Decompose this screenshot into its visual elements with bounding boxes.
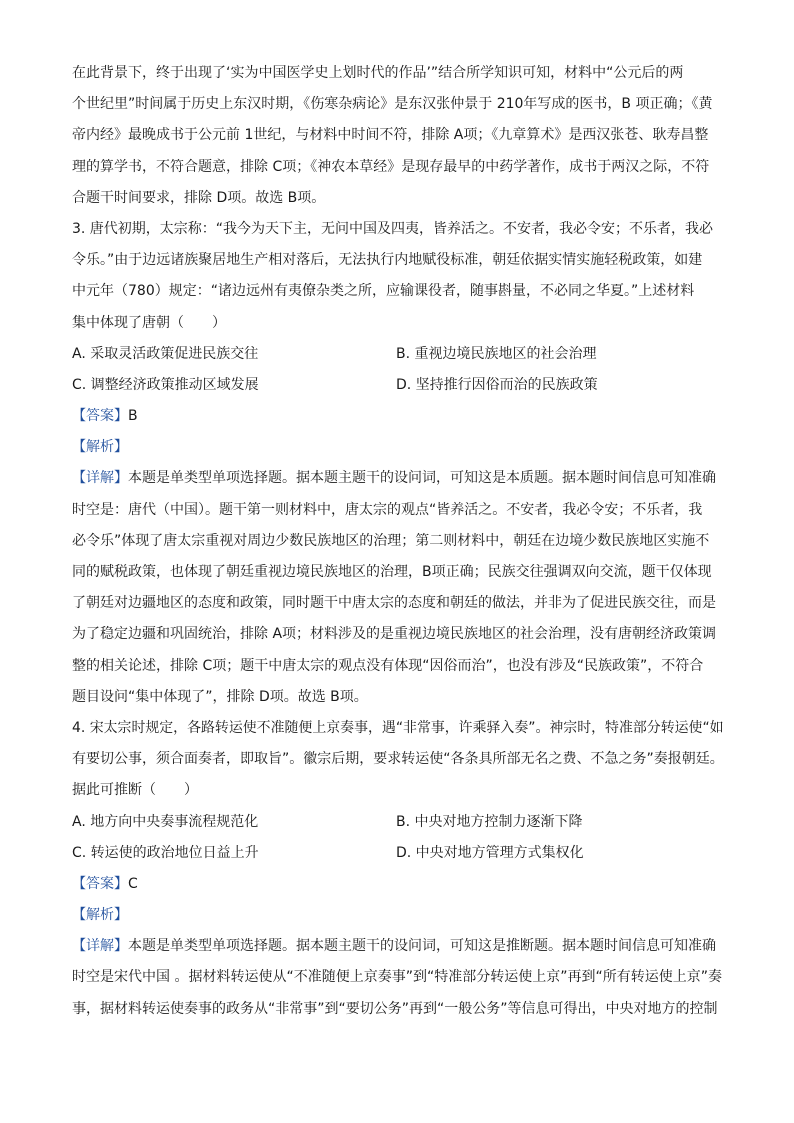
answer-value: C	[128, 875, 138, 892]
q2-text-line: 理的算学书，不符合题意，排除 C项；《神农本草经》是现存最早的中药学著作，成书于两汉之际，不符	[72, 158, 710, 175]
q3-detail-line: 为了稳定边疆和巩固统治，排除 A项；材料涉及的是重视边境民族地区的社会治理，没有唐朝经济政策调	[72, 626, 717, 643]
q3-options-row	[72, 370, 724, 401]
q4-options-row	[72, 838, 724, 869]
q4-option-d: D. 中央对地方管理方式集权化	[396, 844, 584, 861]
answer-value: B	[128, 408, 138, 425]
q3-stem-line: 3. 唐代初期，太宗称：“我今为天下主，无问中国及四夷，皆养活之。不安者，我必令安；不乐者，我必	[72, 220, 714, 237]
q3-detail-line: 必令乐”体现了唐太宗重视对周边少数民族地区的治理；第二则材料中，朝廷在边境少数民族地区实施不	[72, 532, 710, 549]
document-page	[72, 58, 724, 1025]
detail-label: 【详解】	[72, 938, 128, 955]
answer-label: 【答案】	[72, 408, 128, 425]
q2-text-line: 个世纪里”时间属于历史上东汉时期，《伤寒杂病论》是东汉张仲景于 210年写成的医书，B 项正确；《黄	[72, 96, 713, 113]
q3-detail-line: 题目设问“集中体现了”，排除 D项。故选 B项。	[72, 688, 368, 705]
q3-option-c: C. 调整经济政策推动区域发展	[72, 376, 259, 393]
q4-stem-line: 据此可推断（ ）	[72, 782, 198, 799]
q2-text-line: 在此背景下，终于出现了‘实为中国医学史上划时代的作品’”结合所学知识可知，材料中“公元后的两	[72, 65, 684, 81]
detail-label: 【详解】	[72, 470, 128, 487]
q3-detail-line: 同的赋税政策，也体现了朝廷重视边境民族地区的治理，B项正确；民族交往强调双向交流，题干仅体现	[72, 564, 712, 580]
q3-analysis	[72, 432, 724, 463]
q4-stem-line: 有要切公事，须合面奏者，即取旨”。徽宗后期，要求转运使“各条具所部无名之费、不急之务”奏报朝廷。	[72, 751, 724, 768]
q4-option-b: B. 中央对地方控制力逐渐下降	[396, 813, 583, 830]
q4-detail-line: 【详解】本题是单类型单项选择题。据本题主题干的设问词，可知这是推断题。据本题时间信息可知准确	[72, 938, 716, 955]
q4-detail-line: 时空是宋代中国 。据材料转运使从“不准随便上京奏事”到“特准部分转运使上京”再到“所有转运使上京”奏	[72, 969, 722, 986]
q3-detail-line: 了朝廷对边疆地区的态度和政策，同时题干中唐太宗的态度和朝廷的做法，并非为了促进民族交往，而是	[72, 595, 716, 612]
q4-stem-line: 4. 宋太宗时规定，各路转运使不准随便上京奏事，遇“非常事，许乘驿入奏”。神宗时，特准部分转运使“如	[72, 719, 724, 736]
q3-stem-line: 令乐。”由于边远诸族聚居地生产相对落后，无法执行内地赋役标准，朝廷依据实情实施轻税政策，如建	[72, 252, 703, 269]
q3-answer	[72, 401, 724, 432]
q3-stem-line: 集中体现了唐朝（ ）	[72, 314, 226, 331]
q3-detail-line: 整的相关论述，排除 C项；题干中唐太宗的观点没有体现“因俗而治”，也没有涉及“民族政策”，不符合	[72, 657, 704, 674]
q4-detail-line: 事，据材料转运使奏事的政务从“非常事”到“要切公务”再到“一般公务”等信息可得出，中央对地方的控制	[72, 1000, 718, 1017]
q3-detail-line: 时空是：唐代（中国）。题干第一则材料中，唐太宗的观点“皆养活之。不安者，我必令安；不乐者，我	[72, 501, 703, 518]
answer-label: 【答案】	[72, 875, 128, 892]
q4-option-a: A. 地方向中央奏事流程规范化	[72, 813, 259, 830]
analysis-label: 【解析】	[72, 907, 128, 924]
q3-options-row	[72, 339, 724, 370]
q3-stem-line: 中元年（780）规定：“诸边远州有夷僚杂类之所，应输课役者，随事斟量，不必同之华夏。”上述材料	[72, 283, 695, 300]
q4-answer	[72, 869, 724, 900]
q2-text-line: 帝内经》最晚成书于公元前 1世纪，与材料中时间不符，排除 A项；《九章算术》是西汉张苍、耿寿昌整	[72, 127, 709, 144]
q3-option-b: B. 重视边境民族地区的社会治理	[396, 345, 597, 362]
q3-option-a: A. 采取灵活政策促进民族交往	[72, 345, 259, 362]
analysis-label: 【解析】	[72, 439, 128, 456]
q4-analysis	[72, 900, 724, 931]
q4-options-row	[72, 807, 724, 838]
q3-option-d: D. 坚持推行因俗而治的民族政策	[396, 376, 598, 393]
q4-option-c: C. 转运使的政治地位日益上升	[72, 844, 259, 861]
q2-text-line: 合题干时间要求，排除 D项。故选 B项。	[72, 189, 326, 206]
q3-detail-line: 【详解】本题是单类型单项选择题。据本题主题干的设问词，可知这是本质题。据本题时间信息可知准确	[72, 470, 716, 487]
